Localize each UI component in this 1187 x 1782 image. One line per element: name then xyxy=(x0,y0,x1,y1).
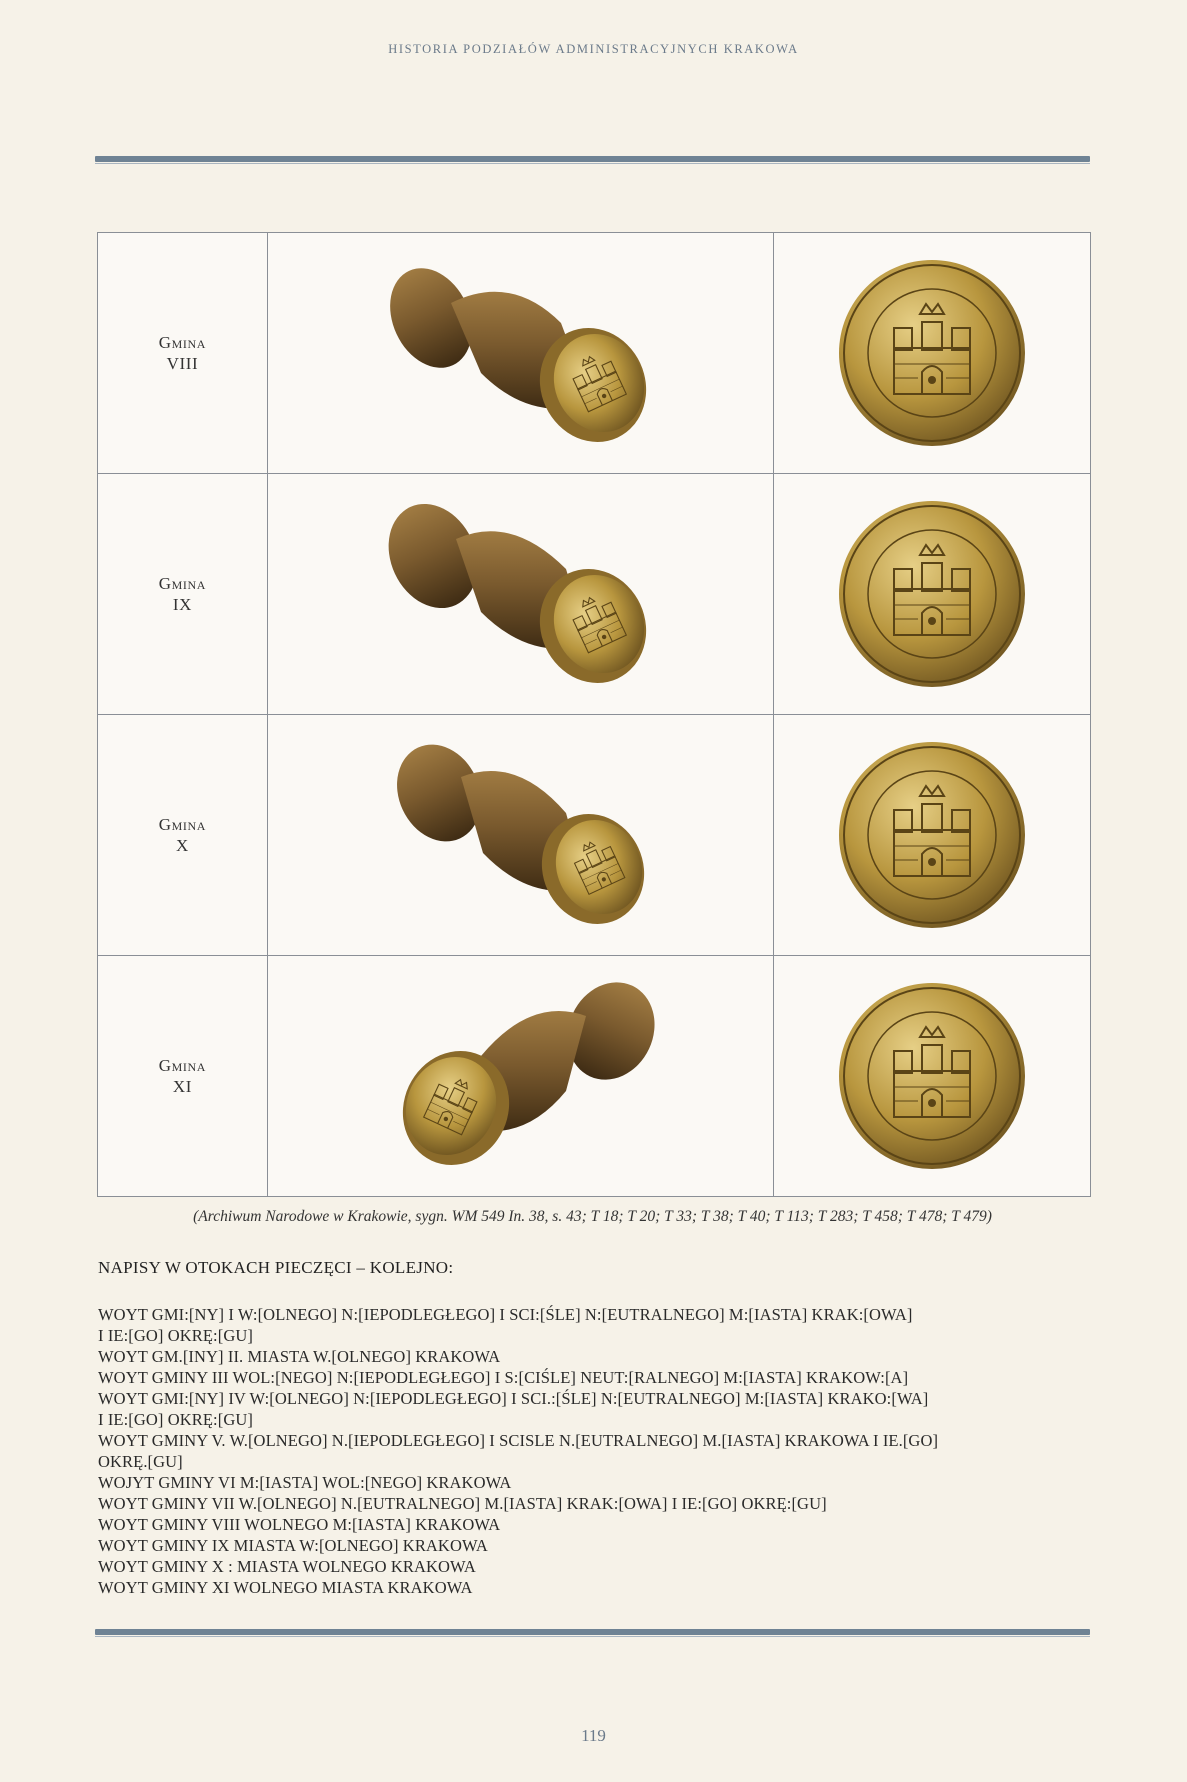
table-caption: (Archiwum Narodowe w Krakowie, sygn. WM 549 In. 38, s. 43; T 18; T 20; T 33; T 38; T 40; T 113; T 283; T 458; T 478; T 479) xyxy=(193,1208,992,1225)
seal-impression-image xyxy=(837,258,1027,448)
stamp-photo-cell xyxy=(267,715,773,956)
seal-stamp-image xyxy=(361,253,681,453)
seal-impression-image xyxy=(837,981,1027,1171)
inscription-line: WOYT GMINY V. W.[OLNEGO] N.[IEPODLEGŁEGO] I SCISLE N.[EUTRALNEGO] M.[IASTA] KRAKOWA I IE.[GO] xyxy=(98,1431,939,1450)
label-number: X xyxy=(175,836,189,855)
row-label xyxy=(98,474,268,715)
label-word: Gmina xyxy=(158,1056,207,1075)
inscription-line: WOYT GMINY IX MIASTA W:[OLNEGO] KRAKOWA xyxy=(98,1536,488,1555)
page-number: 119 xyxy=(581,1726,606,1745)
inscription-line: OKRĘ.[GU] xyxy=(98,1452,183,1471)
row-label xyxy=(98,233,268,474)
stamp-photo-cell xyxy=(267,474,773,715)
inscription-line: WOJYT GMINY VI M:[IASTA] WOL:[NEGO] KRAKOWA xyxy=(98,1473,512,1492)
bottom-rule xyxy=(95,1629,1090,1635)
inscription-line: WOYT GMINY X : MIASTA WOLNEGO KRAKOWA xyxy=(98,1557,476,1576)
label-number: VIII xyxy=(166,354,199,373)
stamp-photo-cell xyxy=(267,956,773,1197)
table-row xyxy=(98,956,1091,1197)
table-row xyxy=(98,715,1091,956)
inscription-line: WOYT GMINY VII W.[OLNEGO] N.[EUTRALNEGO] M.[IASTA] KRAK:[OWA] I IE:[GO] OKRĘ:[GU] xyxy=(98,1494,827,1513)
seal-stamp-image xyxy=(361,976,681,1176)
impression-cell xyxy=(774,233,1091,474)
impression-cell xyxy=(774,715,1091,956)
top-rule xyxy=(95,156,1090,162)
seals-table xyxy=(97,232,1091,1197)
label-number: XI xyxy=(172,1077,192,1096)
label-word: Gmina xyxy=(158,574,207,593)
inscription-line: WOYT GM.[INY] II. MIASTA W.[OLNEGO] KRAKOWA xyxy=(98,1347,501,1366)
stamp-photo-cell xyxy=(267,233,773,474)
inscription-line: WOYT GMINY XI WOLNEGO MIASTA KRAKOWA xyxy=(98,1578,473,1597)
seal-stamp-image xyxy=(361,494,681,694)
inscription-line: WOYT GMI:[NY] IV W:[OLNEGO] N:[IEPODLEGŁEGO] I SCI.:[ŚLE] N:[EUTRALNEGO] M:[IASTA] KRAKO:[WA] xyxy=(98,1389,929,1408)
row-label xyxy=(98,956,268,1197)
inscription-line: I IE:[GO] OKRĘ:[GU] xyxy=(98,1326,253,1345)
seal-stamp-image xyxy=(361,735,681,935)
row-label xyxy=(98,715,268,956)
inscription-line: I IE:[GO] OKRĘ:[GU] xyxy=(98,1410,253,1429)
inscriptions-list xyxy=(98,1304,1078,1598)
table-row xyxy=(98,474,1091,715)
label-word: Gmina xyxy=(158,333,207,352)
seal-impression-image xyxy=(837,499,1027,689)
impression-cell xyxy=(774,474,1091,715)
inscription-line: WOYT GMI:[NY] I W:[OLNEGO] N:[IEPODLEGŁEGO] I SCI:[ŚLE] N:[EUTRALNEGO] M:[IASTA] KRAK:[OWA] xyxy=(98,1305,913,1324)
label-word: Gmina xyxy=(158,815,207,834)
section-heading: NAPISY W OTOKACH PIECZĘCI – KOLEJNO: xyxy=(98,1258,454,1277)
impression-cell xyxy=(774,956,1091,1197)
table-row xyxy=(98,233,1091,474)
seal-impression-image xyxy=(837,740,1027,930)
inscription-line: WOYT GMINY VIII WOLNEGO M:[IASTA] KRAKOWA xyxy=(98,1515,501,1534)
inscription-line: WOYT GMINY III WOL:[NEGO] N:[IEPODLEGŁEGO] I S:[CIŚLE] NEUT:[RALNEGO] M:[IASTA] KRAKOW:[A] xyxy=(98,1368,909,1387)
running-head: HISTORIA PODZIAŁÓW ADMINISTRACYJNYCH KRAKOWA xyxy=(388,42,799,56)
label-number: IX xyxy=(172,595,192,614)
